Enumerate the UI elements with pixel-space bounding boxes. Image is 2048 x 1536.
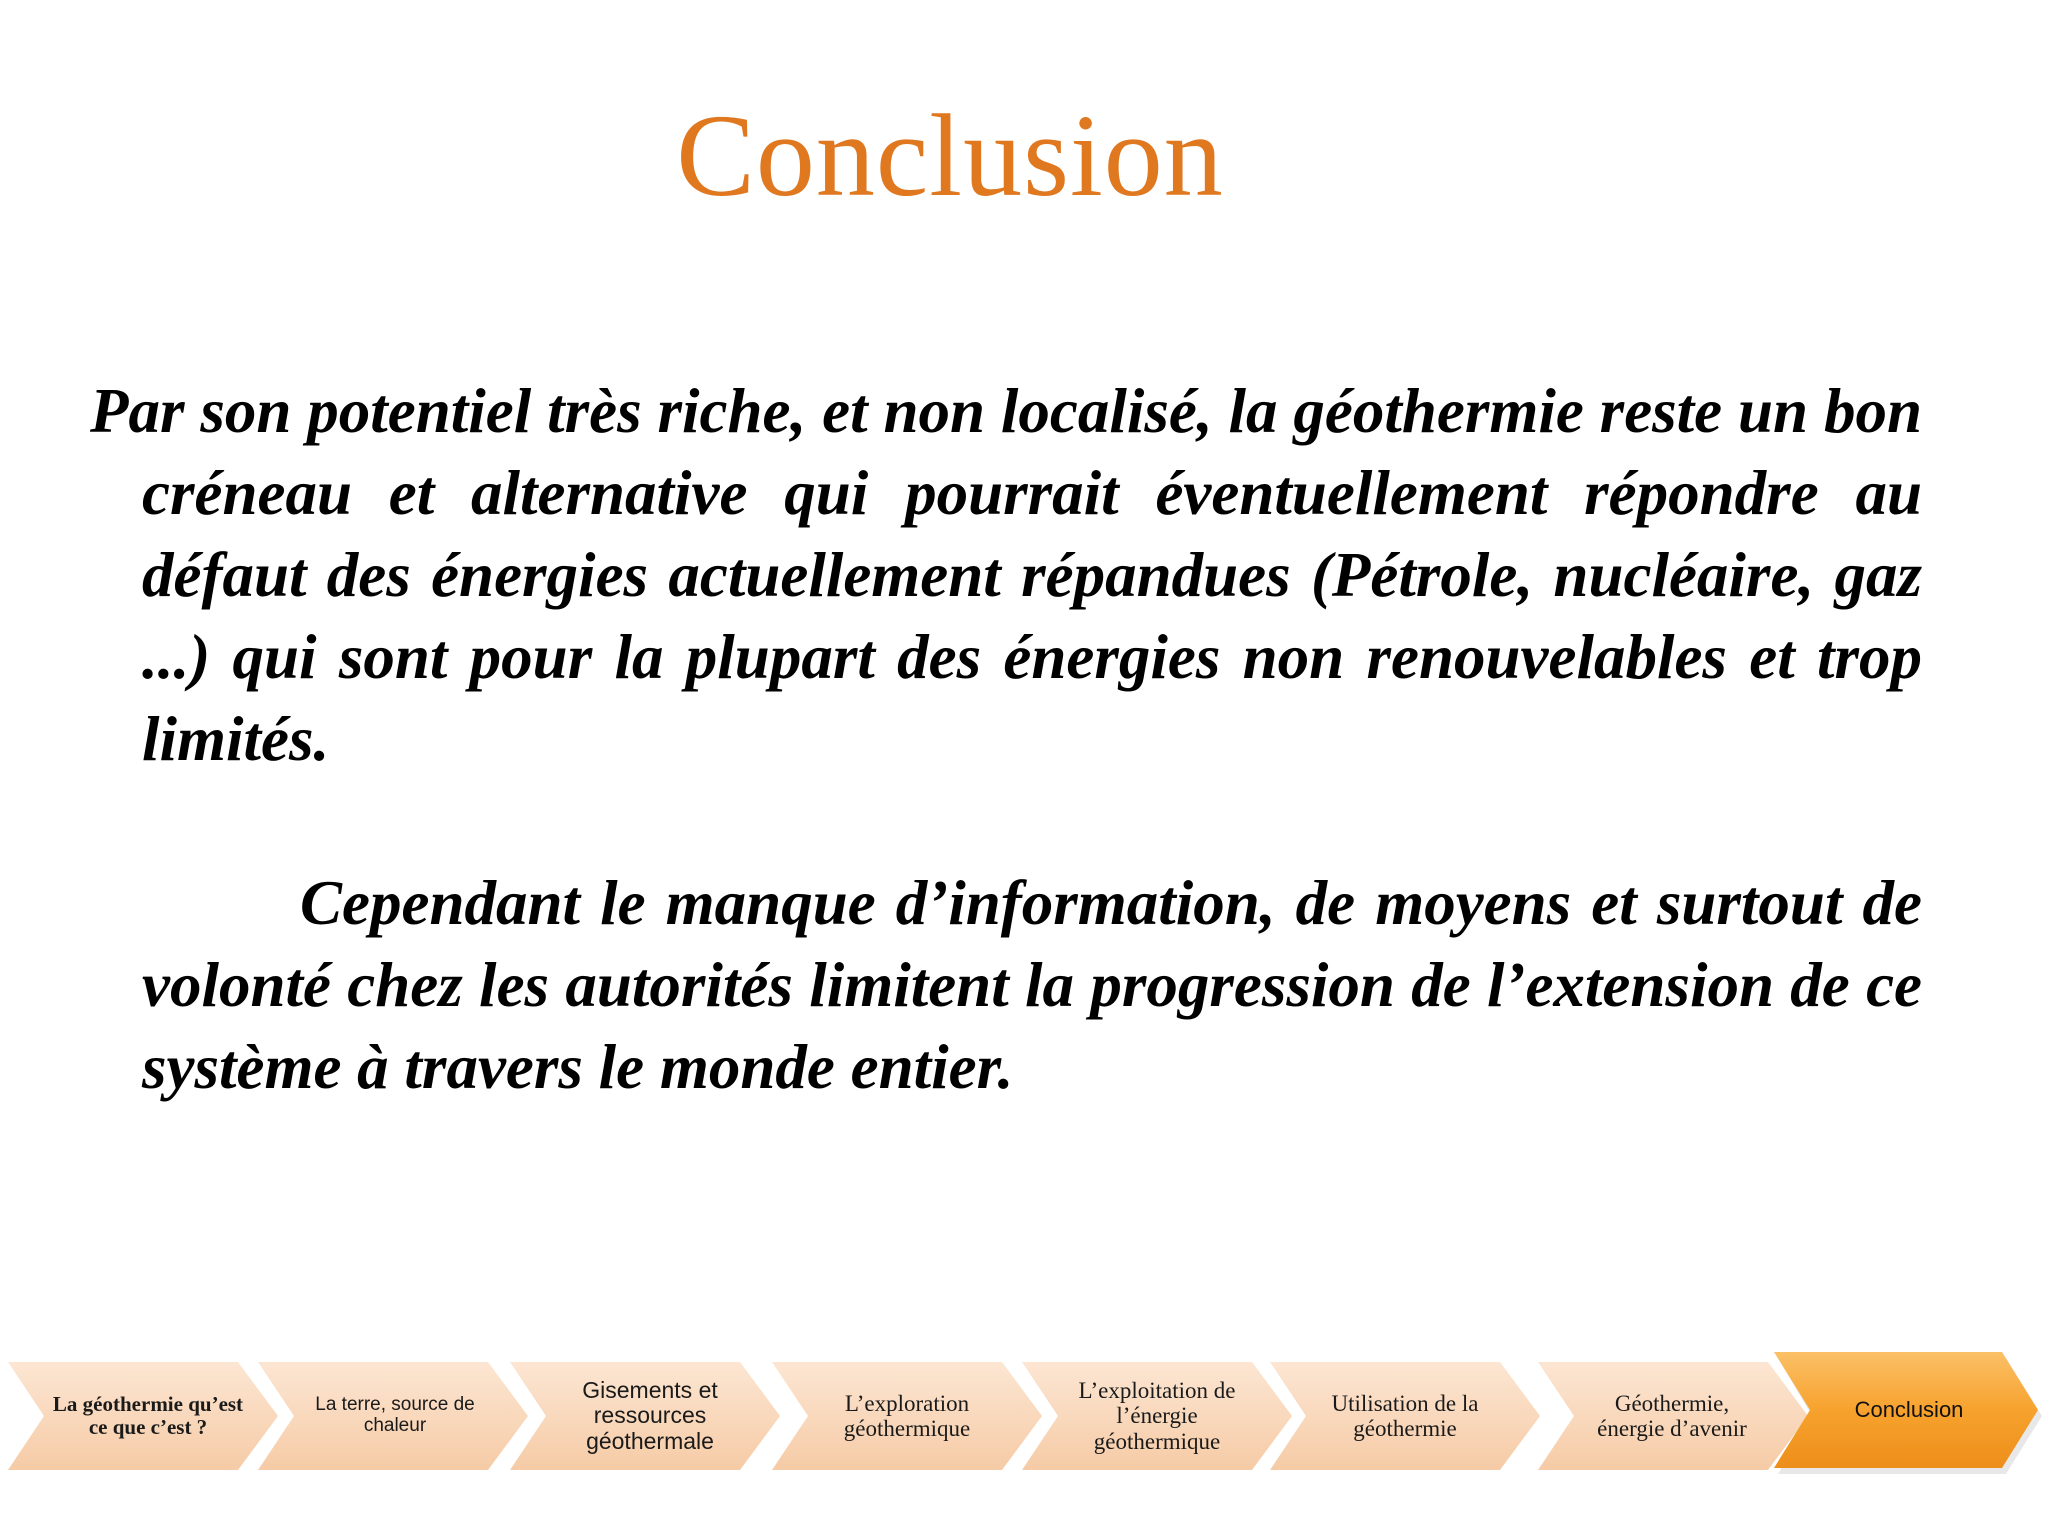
conclusion-paragraph-1: Par son potentiel très riche, et non localisé, la géothermie reste un bon créneau et alternative qui pourrait éventuellement répondre au défaut des énergies actuellement répandues (Pétrole, nucléaire, gaz ...) qui sont pour la plupart des énergies non renouvelables et trop limités.	[90, 376, 1922, 774]
nav-step-label: Utilisation de la géothermie	[1331, 1390, 1479, 1441]
nav-step-label: L’exploration géothermique	[843, 1390, 971, 1441]
nav-step-terre-chaleur[interactable]	[258, 1362, 528, 1470]
slide-body	[90, 370, 1922, 1108]
conclusion-paragraph-2: Cependant le manque d’information, de moyens et surtout de volonté chez les autorités limitent la progression de l’extension de ce système à travers le monde entier.	[142, 868, 1922, 1102]
nav-step-label: Gisements et ressources géothermale	[582, 1377, 718, 1454]
nav-step-utilisation[interactable]	[1270, 1362, 1540, 1470]
slide-title: Conclusion	[676, 90, 1224, 221]
nav-step-energie-avenir[interactable]	[1538, 1362, 1808, 1470]
nav-step-exploitation[interactable]	[1022, 1362, 1292, 1470]
nav-step-label: Géothermie, énergie d’avenir	[1597, 1390, 1747, 1441]
nav-step-label: L’exploitation de l’énergie géothermique	[1078, 1378, 1236, 1454]
nav-step-conclusion-active[interactable]	[1774, 1352, 2044, 1480]
nav-step-exploration[interactable]	[772, 1362, 1042, 1470]
section-navigation-bar	[0, 1350, 2048, 1500]
nav-step-gisements-ressources[interactable]	[510, 1362, 780, 1470]
nav-step-label: La géothermie qu’est ce que c’est ?	[52, 1391, 244, 1439]
nav-step-geothermie-definition[interactable]	[8, 1362, 278, 1470]
nav-step-label: Conclusion	[1854, 1396, 1964, 1422]
nav-step-label: La terre, source de chaleur	[315, 1394, 475, 1436]
